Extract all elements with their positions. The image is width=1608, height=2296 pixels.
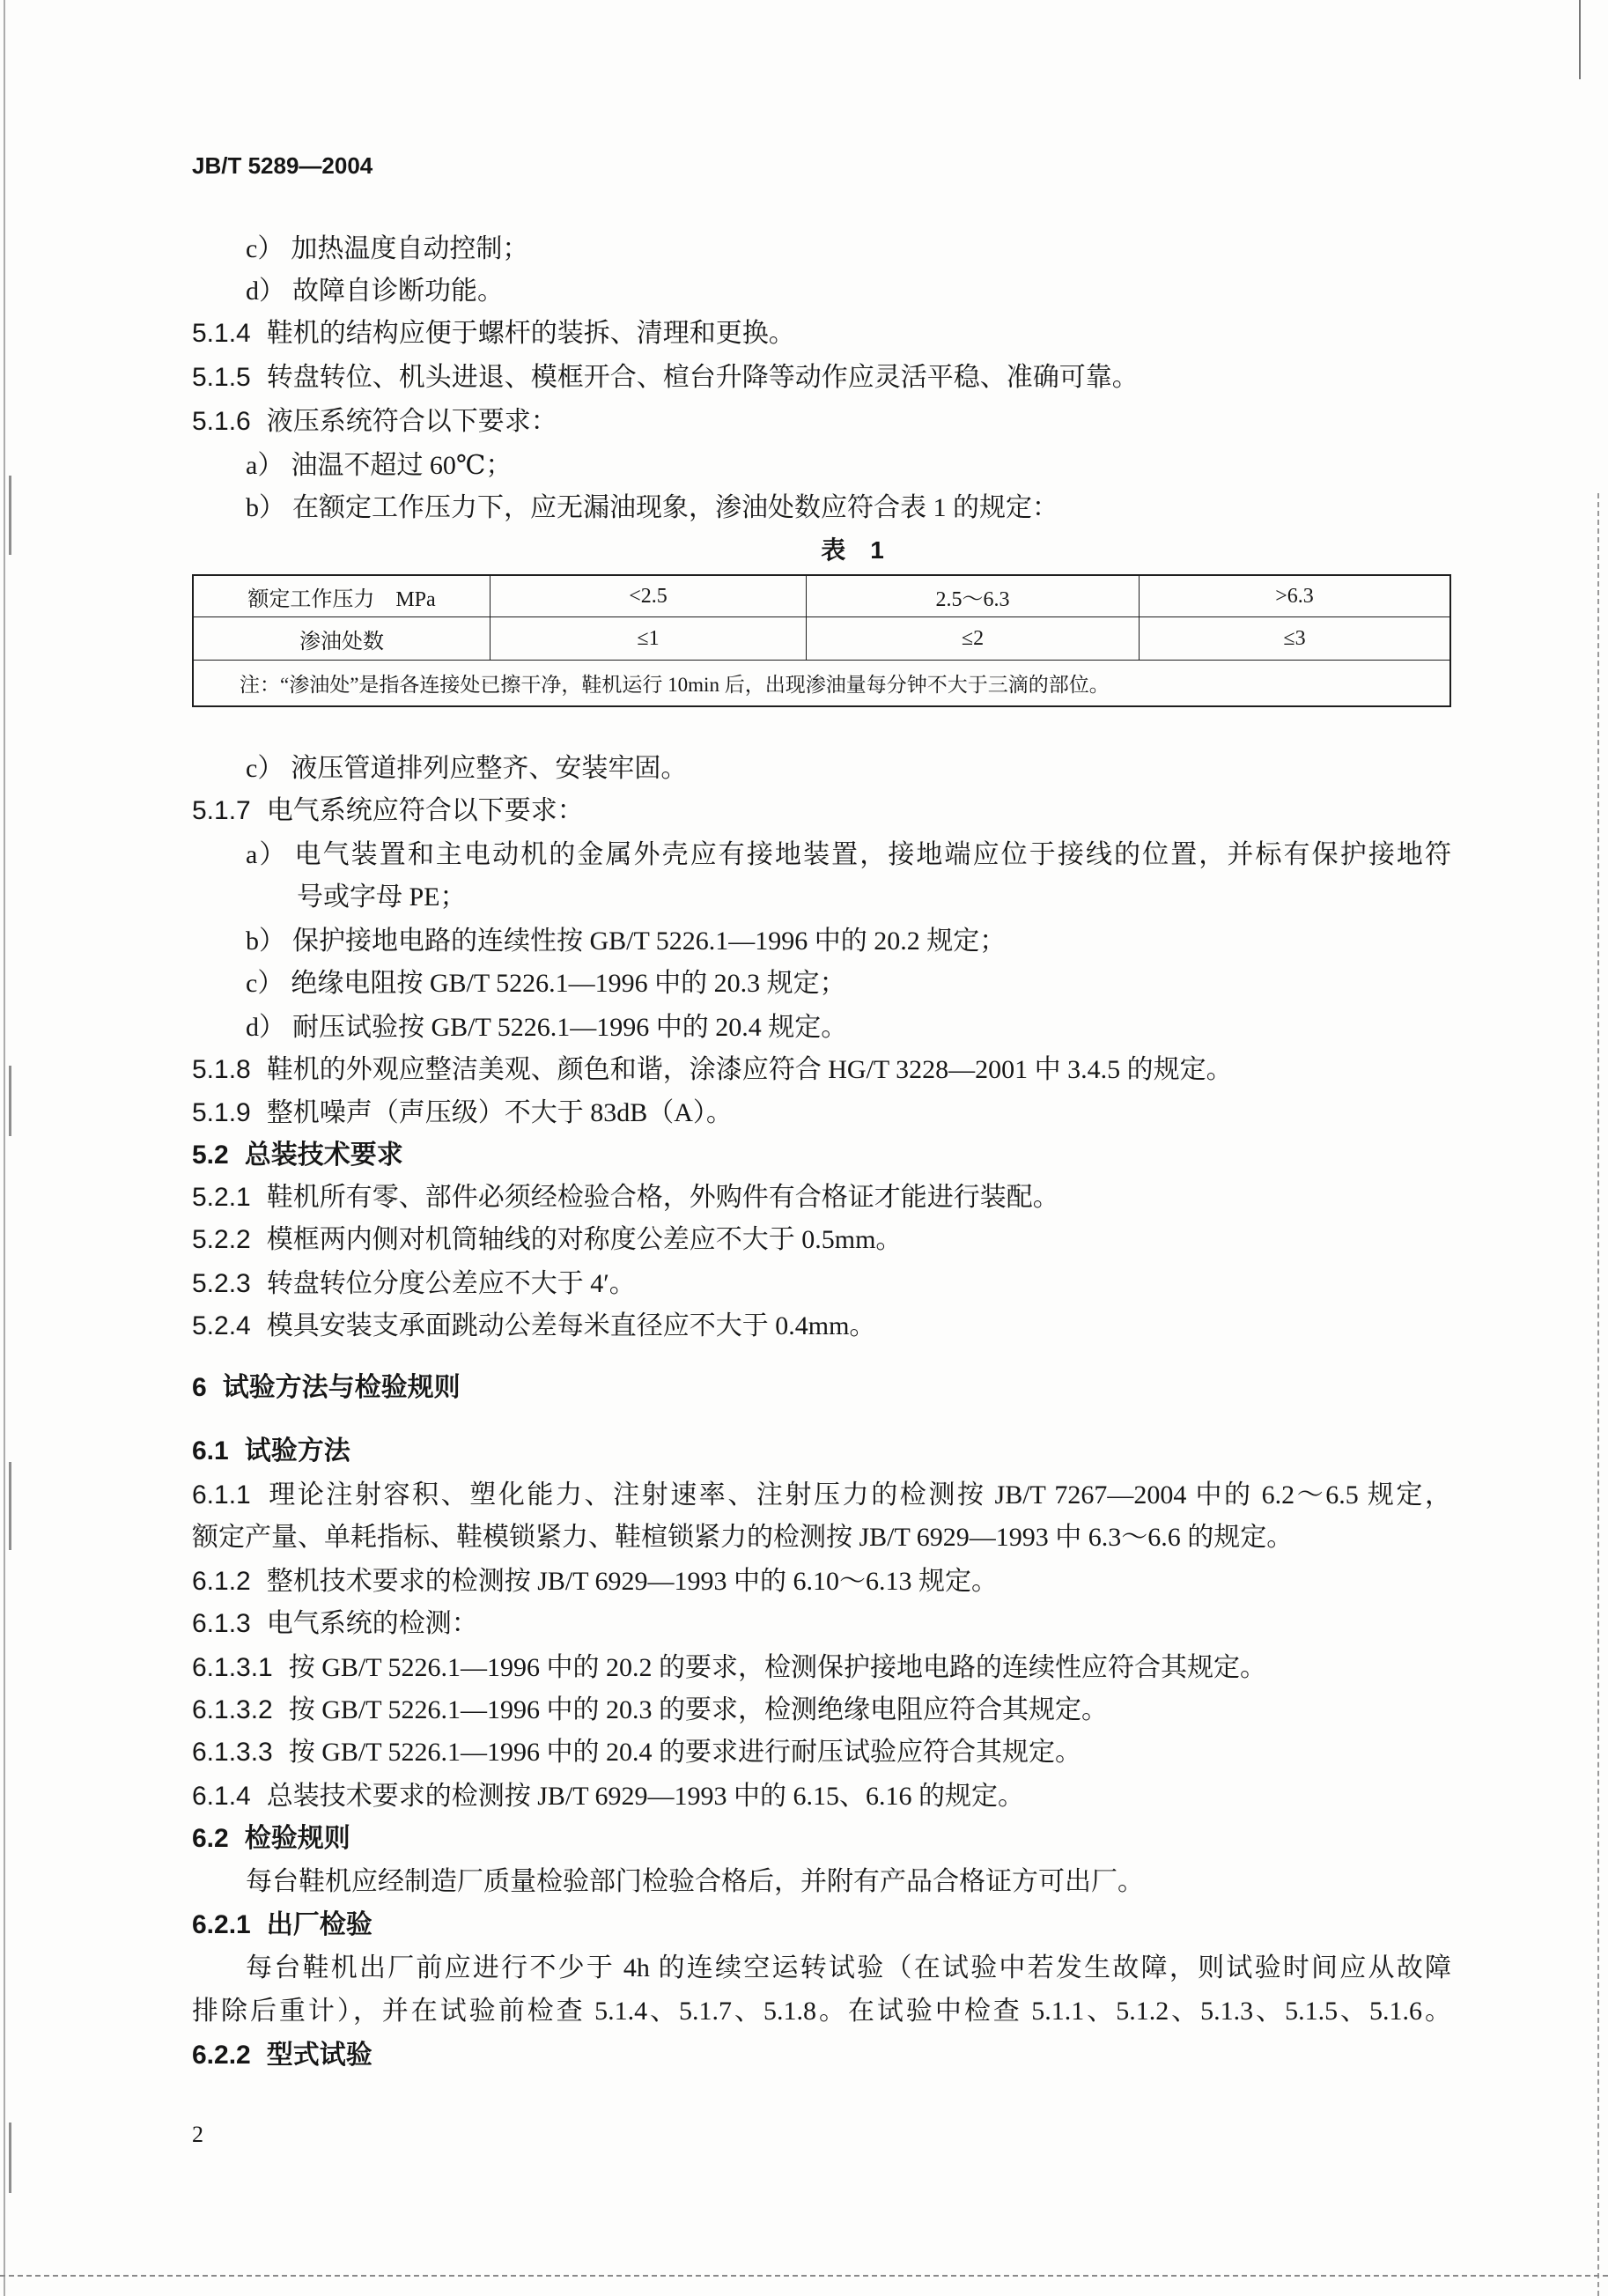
clause-5-1-9 — [192, 1096, 733, 1131]
scan-border-left — [4, 0, 5, 2296]
list-item-text: 绝缘电阻按 GB/T 5226.1—1996 中的 20.3 规定； — [291, 969, 846, 998]
clause-text: 鞋机的外观应整洁美观、颜色和谐，涂漆应符合 HG/T 3228—2001 中 3.4.5 的规定。 — [266, 1055, 1233, 1084]
list-marker: c） — [246, 234, 284, 263]
list-marker: a） — [246, 451, 284, 480]
section-heading-6-1 — [192, 1434, 350, 1469]
clause-number: 6.1.3.1 — [192, 1653, 273, 1682]
scan-border-bottom — [0, 2275, 1608, 2277]
clause-number: 6.1.3.3 — [192, 1738, 273, 1767]
clause-text: 总装技术要求的检测按 JB/T 6929—1993 中的 6.15、6.16 的规定。 — [266, 1782, 1025, 1811]
section-number: 6.2 — [192, 1824, 229, 1853]
table-row-label: 渗油处数 — [194, 617, 491, 661]
clause-5-2-4 — [192, 1309, 875, 1344]
clause-6-1-4 — [192, 1779, 1024, 1814]
table-cell: ≤3 — [1140, 617, 1449, 661]
section-heading-5-2 — [192, 1138, 403, 1173]
clause-number: 5.2.4 — [192, 1311, 251, 1340]
chapter-title: 试验方法与检验规则 — [222, 1373, 461, 1402]
list-item — [246, 1010, 847, 1045]
list-item-text: 电气装置和主电动机的金属外壳应有接地装置，接地端应位于接线的位置，并标有保护接地符 — [294, 840, 1451, 869]
clause-5-2-1 — [192, 1180, 1059, 1215]
clause-number: 6.1.2 — [192, 1567, 251, 1596]
clause-6-1-3-2 — [192, 1693, 1108, 1728]
section-heading-6-2 — [192, 1821, 350, 1857]
clause-6-1-3-1 — [192, 1650, 1266, 1686]
clause-text: 整机噪声（声压级）不大于 83dB（A）。 — [266, 1098, 733, 1127]
clause-continuation: 额定产量、单耗指标、鞋模锁紧力、鞋楦锁紧力的检测按 JB/T 6929—1993 中 6.3～6.6 的规定。 — [192, 1523, 1294, 1552]
section-number: 6.2.2 — [192, 2041, 251, 2070]
clause-text: 电气系统的检测： — [266, 1609, 478, 1638]
chapter-number: 6 — [192, 1373, 207, 1402]
clause-text: 鞋机的结构应便于螺杆的装拆、清理和更换。 — [266, 319, 795, 348]
clause-5-1-4 — [192, 316, 795, 351]
clause-6-1-1 — [192, 1478, 1451, 1513]
section-title: 型式试验 — [266, 2041, 372, 2070]
scan-mark — [9, 1462, 11, 1550]
section-number: 6.1 — [192, 1436, 229, 1465]
list-item-text: 在额定工作压力下，应无漏油现象，渗油处数应符合表 1 的规定： — [292, 493, 1058, 522]
table-cell: ≤2 — [807, 617, 1140, 661]
clause-5-2-3 — [192, 1266, 636, 1302]
list-item-text: 耐压试验按 GB/T 5226.1—1996 中的 20.4 规定。 — [292, 1013, 848, 1042]
clause-6-1-2 — [192, 1564, 998, 1599]
clause-number: 5.1.7 — [192, 796, 251, 825]
clause-number: 5.1.6 — [192, 407, 251, 436]
clause-text: 模具安装支承面跳动公差每米直径应不大于 0.4mm。 — [266, 1311, 876, 1340]
table-cell: >6.3 — [1140, 576, 1449, 617]
list-item-text: 加热温度自动控制； — [291, 234, 529, 263]
clause-5-2-2 — [192, 1222, 902, 1258]
clause-6-1-3-3 — [192, 1735, 1081, 1770]
scan-mark — [9, 1066, 11, 1136]
table-header-label: 额定工作压力 MPa — [194, 576, 491, 617]
clause-number: 5.2.3 — [192, 1269, 251, 1298]
list-marker: d） — [246, 277, 285, 306]
clause-number: 5.1.8 — [192, 1055, 251, 1084]
list-marker: d） — [246, 1013, 285, 1042]
list-item — [246, 924, 1006, 959]
clause-text: 电气系统应符合以下要求： — [266, 796, 584, 825]
section-title: 出厂检验 — [266, 1910, 372, 1939]
section-heading-6-2-1 — [192, 1908, 372, 1943]
paragraph: 每台鞋机出厂前应进行不少于 4h 的连续空运转试验（在试验中若发生故障，则试验时间应从故障 — [246, 1953, 1451, 1982]
clause-text: 模框两内侧对机筒轴线的对称度公差应不大于 0.5mm。 — [266, 1225, 903, 1254]
clause-number: 5.1.4 — [192, 319, 251, 348]
list-marker: c） — [246, 754, 284, 783]
table-note: 注：“渗油处”是指各连接处已擦干净，鞋机运行 10min 后，出现渗油量每分钟不大于三滴的部位。 — [240, 674, 1110, 696]
list-marker: a） — [246, 840, 288, 869]
section-number: 6.2.1 — [192, 1910, 251, 1939]
section-number: 5.2 — [192, 1141, 229, 1170]
list-item-text: 保护接地电路的连续性按 GB/T 5226.1—1996 中的 20.2 规定； — [292, 927, 1007, 956]
section-heading-6-2-2 — [192, 2038, 372, 2073]
table-cell: 2.5～6.3 — [807, 576, 1140, 617]
list-item — [246, 966, 846, 1001]
list-item — [246, 274, 504, 309]
clause-number: 6.1.3 — [192, 1609, 251, 1638]
clause-number: 6.1.1 — [192, 1480, 251, 1510]
scan-border-right-top — [1579, 0, 1581, 79]
paragraph-continuation: 排除后重计），并在试验前检查 5.1.4、5.1.7、5.1.8。在试验中检查 5.1.1、5.1.2、5.1.3、5.1.5、5.1.6。 — [192, 1997, 1451, 2026]
clause-text: 理论注射容积、塑化能力、注射速率、注射压力的检测按 JB/T 7267—2004 中的 6.2～6.5 规定， — [266, 1480, 1451, 1510]
list-item-text: 液压管道排列应整齐、安装牢固。 — [291, 754, 688, 783]
scan-mark — [9, 2123, 11, 2193]
section-title: 检验规则 — [244, 1824, 350, 1853]
clause-text: 鞋机所有零、部件必须经检验合格，外购件有合格证才能进行装配。 — [266, 1183, 1059, 1212]
list-item — [246, 751, 687, 786]
clause-5-1-6 — [192, 404, 557, 439]
clause-text: 转盘转位、机头进退、模框开合、楦台升降等动作应灵活平稳、准确可靠。 — [266, 363, 1139, 392]
list-item — [246, 448, 512, 484]
clause-number: 5.1.5 — [192, 363, 251, 392]
table-cell: ≤1 — [491, 617, 807, 661]
clause-number: 5.2.1 — [192, 1183, 251, 1212]
clause-text: 按 GB/T 5226.1—1996 中的 20.3 的要求，检测绝缘电阻应符合其规定。 — [288, 1695, 1109, 1724]
list-marker: b） — [246, 927, 285, 956]
clause-text: 整机技术要求的检测按 JB/T 6929—1993 中的 6.10～6.13 规定。 — [266, 1567, 999, 1596]
table-caption: 表 1 — [821, 536, 884, 564]
page-number: 2 — [192, 2122, 203, 2147]
clause-number: 5.1.9 — [192, 1098, 251, 1127]
list-item — [246, 232, 528, 267]
clause-text: 按 GB/T 5226.1—1996 中的 20.4 的要求进行耐压试验应符合其规定。 — [288, 1738, 1082, 1767]
list-marker: c） — [246, 969, 284, 998]
list-item-text: 故障自诊断功能。 — [292, 277, 504, 306]
table-cell: <2.5 — [491, 576, 807, 617]
clause-5-1-5 — [192, 360, 1139, 395]
document-code-header: JB/T 5289—2004 — [192, 152, 373, 179]
list-item-text: 油温不超过 60℃； — [291, 451, 513, 480]
clause-text: 按 GB/T 5226.1—1996 中的 20.2 的要求，检测保护接地电路的连续性应符合其规定。 — [288, 1653, 1267, 1682]
section-title: 总装技术要求 — [244, 1141, 403, 1170]
clause-text: 液压系统符合以下要求： — [266, 407, 557, 436]
scan-border-right — [1597, 493, 1599, 2296]
clause-number: 5.2.2 — [192, 1225, 251, 1254]
table-1 — [192, 574, 1451, 707]
clause-text: 转盘转位分度公差应不大于 4′。 — [266, 1269, 636, 1298]
clause-6-1-3 — [192, 1606, 478, 1642]
section-title: 试验方法 — [244, 1436, 350, 1465]
list-item — [246, 838, 1451, 873]
list-marker: b） — [246, 493, 285, 522]
clause-5-1-7 — [192, 794, 584, 829]
clause-number: 6.1.4 — [192, 1782, 251, 1811]
clause-5-1-8 — [192, 1052, 1233, 1088]
list-item — [246, 491, 1058, 526]
clause-number: 6.1.3.2 — [192, 1695, 273, 1724]
paragraph: 每台鞋机应经制造厂质量检验部门检验合格后，并附有产品合格证方可出厂。 — [246, 1867, 1144, 1896]
list-item-continuation: 号或字母 PE； — [297, 882, 467, 912]
chapter-heading-6 — [192, 1370, 461, 1406]
